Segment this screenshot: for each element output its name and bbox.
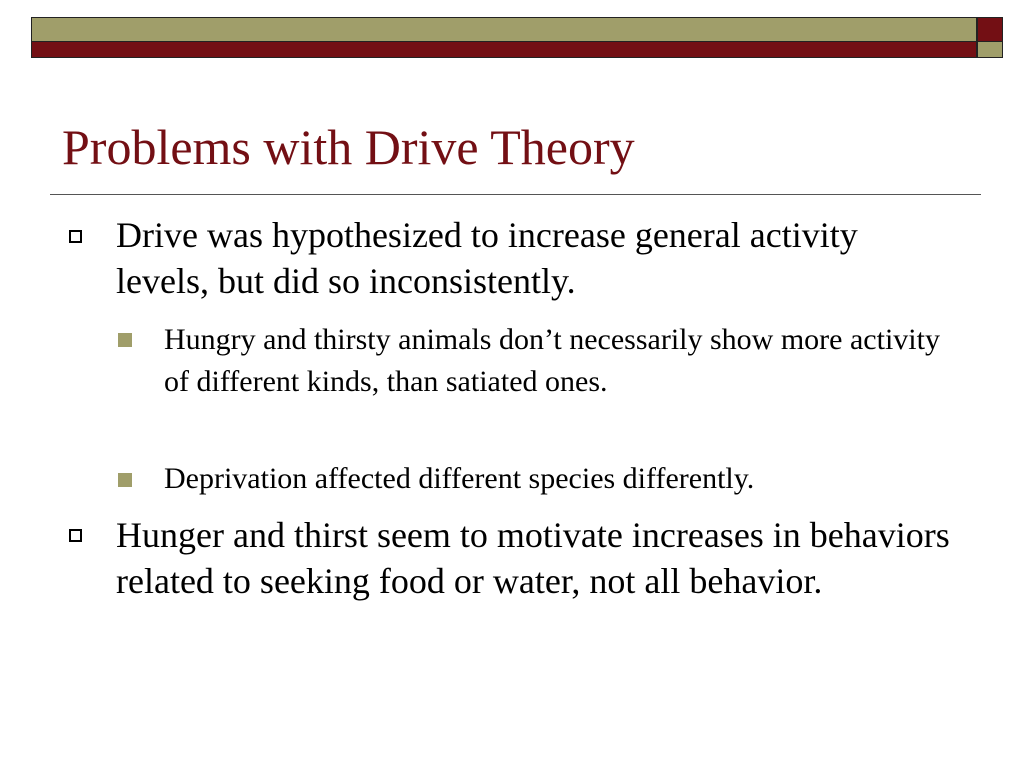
filled-square-subbullet-icon xyxy=(118,333,132,347)
filled-square-subbullet-icon xyxy=(118,473,132,487)
subbullet-1-2-text: Deprivation affected different species differently. xyxy=(164,462,755,495)
bullet-1-text: Drive was hypothesized to increase general activity levels, but did so inconsistently. xyxy=(116,215,858,301)
slide-title: Problems with Drive Theory xyxy=(62,119,635,175)
hollow-square-bullet-icon xyxy=(69,529,82,542)
bullet-2-text: Hunger and thirst seem to motivate increases in behaviors related to seeking food or water, not all behavior. xyxy=(116,515,950,601)
hollow-square-bullet-icon xyxy=(69,230,82,243)
subbullet-1-1-text: Hungry and thirsty animals don’t necessarily show more activity of different kinds, than satiated ones. xyxy=(164,323,940,398)
